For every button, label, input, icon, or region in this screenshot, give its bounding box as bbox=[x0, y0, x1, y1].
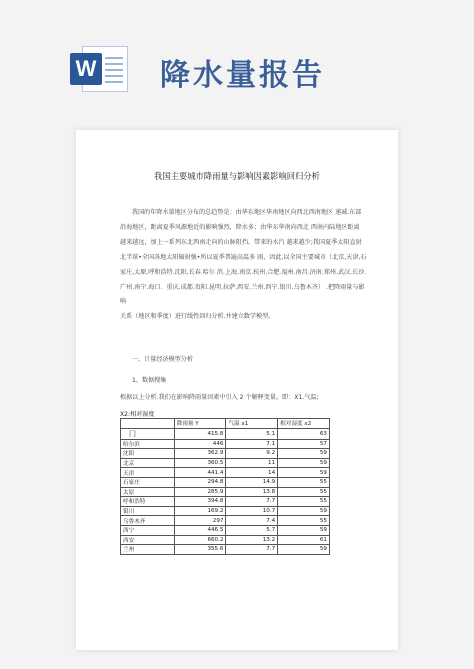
table-row bbox=[121, 545, 330, 555]
table-cell: 394.8 bbox=[174, 497, 226, 507]
row-marker: 冂 bbox=[129, 429, 136, 438]
table-cell: 5.1 bbox=[226, 428, 278, 439]
intro-line: 越来越远，加上一系列东北西南走向的山脉阻挡，带来的水汽 越来越少;我国夏季太阳直射 bbox=[120, 238, 362, 246]
table-row bbox=[121, 535, 330, 545]
section-heading: 一、计量经济模型分析 bbox=[132, 356, 193, 363]
table-cell: 北京 bbox=[121, 458, 175, 468]
table-cell: 59 bbox=[278, 468, 330, 478]
table-cell: 西安 bbox=[121, 535, 175, 545]
table-cell: 兰州 bbox=[121, 545, 175, 555]
table-row bbox=[121, 516, 330, 526]
table-cell: 55 bbox=[278, 516, 330, 526]
table-cell: 呼和浩特 bbox=[121, 497, 175, 507]
table-cell: 14 bbox=[226, 468, 278, 478]
subsection-heading: 1、数据搜集 bbox=[132, 377, 167, 384]
table-row bbox=[121, 439, 330, 449]
table-cell: 441.4 bbox=[174, 468, 226, 478]
table-row bbox=[121, 428, 330, 439]
rainfall-table bbox=[120, 418, 330, 555]
table-cell: 哈尔滨 bbox=[121, 439, 175, 449]
word-document-icon bbox=[70, 46, 128, 92]
table-cell: 7.1 bbox=[226, 439, 278, 449]
table-row bbox=[121, 458, 330, 468]
table-header-cell: 相对湿度 x2 bbox=[278, 419, 330, 429]
table-row bbox=[121, 477, 330, 487]
table-cell: 446 bbox=[174, 439, 226, 449]
table-cell: 55 bbox=[278, 487, 330, 497]
table-row bbox=[121, 449, 330, 459]
table-cell: 7.7 bbox=[226, 545, 278, 555]
table-cell: 9.2 bbox=[226, 449, 278, 459]
table-cell: 7.7 bbox=[226, 497, 278, 507]
table-cell: 7.4 bbox=[226, 516, 278, 526]
table-cell: 59 bbox=[278, 525, 330, 535]
table-cell: 13.8 bbox=[226, 487, 278, 497]
table-cell: 沈阳 bbox=[121, 449, 175, 459]
intro-line: 沿海地区，距离夏季风源地近的影响强烈，降水多；由华东华南向西北 西南内陆地区距离 bbox=[120, 223, 360, 231]
table-cell bbox=[121, 428, 175, 439]
table-row bbox=[121, 487, 330, 497]
table-cell: 415.8 bbox=[174, 428, 226, 439]
table-cell: 446.5 bbox=[174, 525, 226, 535]
table-header-row bbox=[121, 419, 330, 429]
banner-title: 降水量报告 bbox=[160, 58, 325, 93]
intro-line: 家庄,太原,呼和浩特.沈阳,长春.哈尔 滨.上海,南京.杭州.合肥.福州.南昌.济南.郑州.武汉.长沙. bbox=[120, 268, 367, 276]
table-caption: X2:相对湿度 bbox=[120, 411, 155, 418]
table-cell: 银川 bbox=[121, 506, 175, 516]
table-cell: 63 bbox=[278, 428, 330, 439]
table-header-cell bbox=[121, 419, 175, 429]
table-cell: 297 bbox=[174, 516, 226, 526]
table-cell: 285.9 bbox=[174, 487, 226, 497]
document-page bbox=[76, 130, 398, 650]
table-row bbox=[121, 497, 330, 507]
table-row bbox=[121, 525, 330, 535]
table-cell: 660.2 bbox=[174, 535, 226, 545]
table-cell: 362.9 bbox=[174, 449, 226, 459]
intro-line: 广州.南宁.海口．重庆.成都.贵阳.昆明.拉萨.西安.兰州.西宁.银川.乌鲁木齐） .把降雨量与影响 bbox=[120, 283, 365, 306]
table-cell: 西宁 bbox=[121, 525, 175, 535]
table-cell: 太原 bbox=[121, 487, 175, 497]
table-cell: 294.8 bbox=[174, 477, 226, 487]
table-cell: 石家庄 bbox=[121, 477, 175, 487]
intro-paragraph bbox=[120, 206, 370, 325]
table-row bbox=[121, 468, 330, 478]
table-cell: 14.9 bbox=[226, 477, 278, 487]
analysis-line: 根据以上分析.我们在影响降雨量因素中引入 2 个解释变量。即：X1.气温; bbox=[120, 394, 319, 401]
table-cell: 169.2 bbox=[174, 506, 226, 516]
table-cell: 59 bbox=[278, 449, 330, 459]
intro-line: 关系（地区和季度）进行线性回归分析.并建立数学模型。 bbox=[120, 313, 275, 321]
table-cell: 11 bbox=[226, 458, 278, 468]
table-row bbox=[121, 506, 330, 516]
table-cell: 59 bbox=[278, 545, 330, 555]
table-cell: 10.7 bbox=[226, 506, 278, 516]
table-cell: 355.6 bbox=[174, 545, 226, 555]
word-logo-badge: W bbox=[70, 53, 102, 85]
table-cell: 55 bbox=[278, 477, 330, 487]
table-cell: 59 bbox=[278, 458, 330, 468]
intro-line: 我国的年降水量地区分布的总趋势是：由华东地区华南地区向西北西南地区 递减.东部 bbox=[132, 209, 362, 216]
table-cell: 57 bbox=[278, 439, 330, 449]
table-cell: 乌鲁木齐 bbox=[121, 516, 175, 526]
document-title: 我国主要城市降雨量与影响因素影响回归分析 bbox=[154, 171, 320, 181]
table-cell: 13.2 bbox=[226, 535, 278, 545]
table-cell: 5.7 bbox=[226, 525, 278, 535]
table-header-cell: 降雨量 Y bbox=[174, 419, 226, 429]
banner bbox=[0, 0, 474, 112]
table-cell: 360.5 bbox=[174, 458, 226, 468]
table-cell: 61 bbox=[278, 535, 330, 545]
table-cell: 55 bbox=[278, 497, 330, 507]
table-header-cell: 气温 x1 bbox=[226, 419, 278, 429]
intro-line: 北半球•全国各地太阳辐射强•所以夏季普遍高温多 雨，因此,以全国主要城市（北京,天津,石 bbox=[120, 253, 367, 261]
table-cell: 天津 bbox=[121, 468, 175, 478]
table-cell: 59 bbox=[278, 506, 330, 516]
